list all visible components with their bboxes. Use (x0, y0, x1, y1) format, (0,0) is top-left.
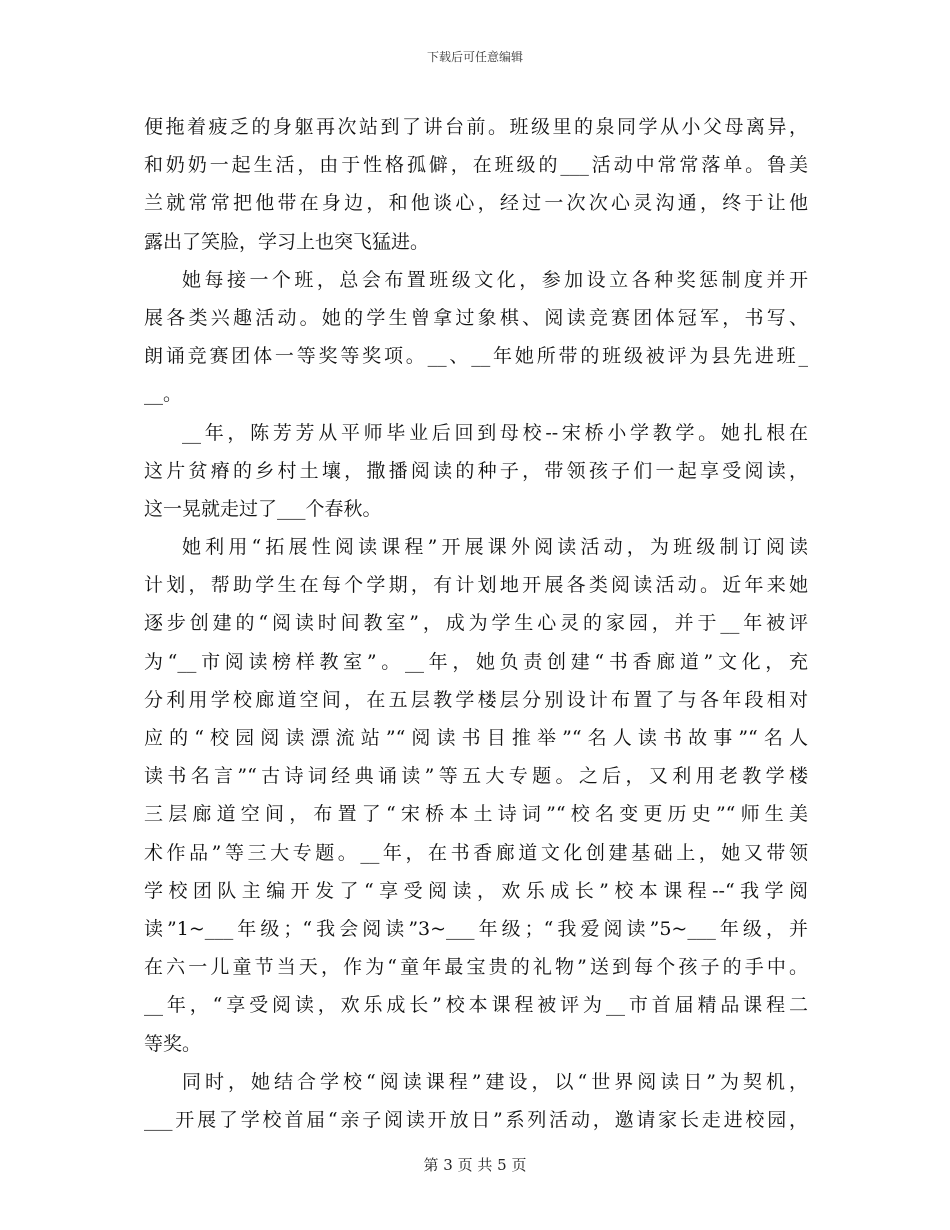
text-line: 读书名言”“古诗词经典诵读”等五大专题。之后，又利用老教学楼 (144, 765, 808, 788)
text-line: 逐步创建的“阅读时间教室”，成为学生心灵的家园，并于__年被评 (144, 612, 808, 635)
text-line: 计划，帮助学生在每个学期，有计划地开展各类阅读活动。近年来她 (144, 574, 808, 597)
text-line: 同时，她结合学校“阅读课程”建设，以“世界阅读日”为契机， (182, 1070, 808, 1093)
text-line: 为“__市阅读榜样教室”。__年，她负责创建“书香廊道”文化，充 (144, 650, 808, 673)
text-line: 她每接一个班，总会布置班级文化，参加设立各种奖惩制度并开 (182, 268, 808, 291)
text-line: 朗诵竞赛团体一等奖等奖项。__、__年她所带的班级被评为县先进班_ (144, 345, 808, 368)
text-line: 她利用“拓展性阅读课程”开展课外阅读活动，为班级制订阅读 (182, 536, 808, 559)
text-line: 三层廊道空间，布置了“宋桥本土诗词”“校名变更历史”“师生美 (144, 803, 808, 826)
text-line: __年，陈芳芳从平师毕业后回到母校--宋桥小学教学。她扎根在 (182, 421, 808, 444)
page-header: 下载后可任意编辑 (426, 50, 523, 64)
text-line: ___开展了学校首届“亲子阅读开放日”系列活动，邀请家长走进校园， (144, 1108, 808, 1131)
text-line: 这一晃就走过了___个春秋。 (144, 497, 382, 520)
text-line: 术作品”等三大专题。__年，在书香廊道文化创建基础上，她又带领 (144, 841, 808, 864)
text-line: 应的“校园阅读漂流站”“阅读书目推举”“名人读书故事”“名人 (144, 727, 808, 749)
text-line: 等奖。 (144, 1032, 202, 1055)
text-line: 分利用学校廊道空间，在五层教学楼层分别设计布置了与各年段相对 (144, 688, 808, 711)
text-line: 露出了笑脸，学习上也突飞猛进。 (144, 230, 430, 253)
page-footer: 第 3 页 共 5 页 (423, 1156, 527, 1174)
text-line: 和奶奶一起生活，由于性格孤僻，在班级的___活动中常常落单。鲁美 (144, 154, 808, 177)
text-line: __。 (144, 383, 183, 406)
text-line: 学校团队主编开发了“享受阅读，欢乐成长”校本课程--“我学阅 (144, 879, 808, 902)
text-line: 在六一儿童节当天，作为“童年最宝贵的礼物”送到每个孩子的手中。 (144, 956, 808, 979)
text-line: 兰就常常把他带在身边，和他谈心，经过一次次心灵沟通，终于让他 (144, 192, 808, 215)
text-line: 便拖着疲乏的身躯再次站到了讲台前。班级里的泉同学从小父母离异， (144, 116, 808, 138)
document-body (144, 108, 808, 1139)
text-line: 这片贫瘠的乡村土壤，撒播阅读的种子，带领孩子们一起享受阅读， (144, 459, 808, 482)
text-line: 读”1~___年级；“我会阅读”3~___年级；“我爱阅读”5~___年级，并 (144, 917, 808, 940)
text-line: 展各类兴趣活动。她的学生曾拿过象棋、阅读竞赛团体冠军，书写、 (144, 306, 808, 329)
text-line: __年，“享受阅读，欢乐成长”校本课程被评为__市首届精品课程二 (144, 994, 808, 1017)
